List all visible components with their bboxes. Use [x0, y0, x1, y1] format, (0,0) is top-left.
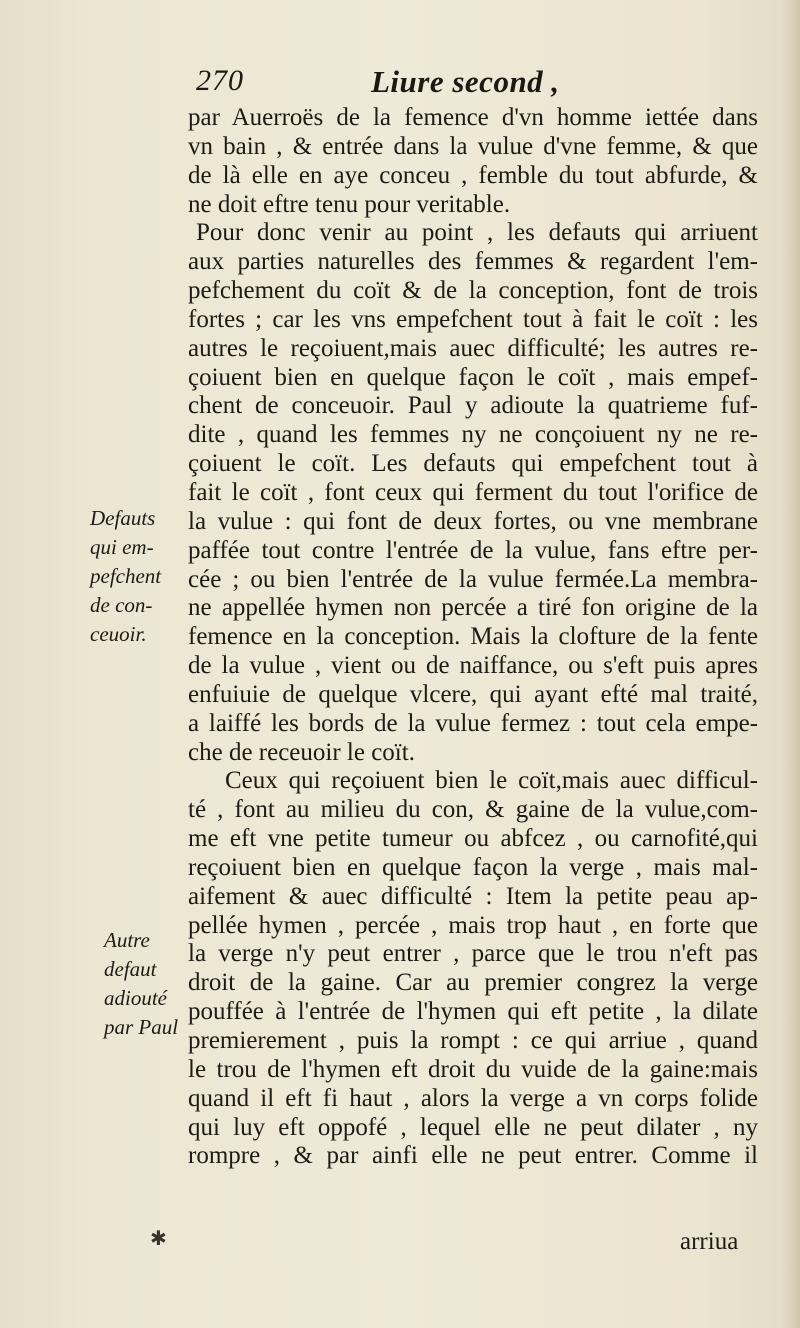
text-line: Pour donc venir au point , les defauts qui arriuent: [196, 219, 758, 247]
text-line: aifement & auec difficulté : Item la petite peau ap-: [188, 882, 758, 910]
margin-note-defauts: [90, 504, 174, 649]
text-line: pefchement du coït & de la conception, font de trois: [188, 277, 758, 305]
text-line: aux parties naturelles des femmes & regardent l'em-: [188, 248, 758, 276]
text-line: le trou de l'hymen eft droit du vuide de la gaine:mais: [188, 1055, 758, 1083]
margin-note-line: par Paul: [104, 1015, 179, 1039]
text-line: paffée tout contre l'entrée de la vulue, fans eftre per-: [188, 536, 758, 564]
text-line: té , font au milieu du con, & gaine de la vulue,com-: [188, 796, 758, 824]
text-line: la vulue : qui font de deux fortes, ou vne membrane: [188, 507, 758, 535]
text-line: dite , quand les femmes ny ne conçoiuent ny ne re-: [188, 421, 758, 449]
text-line: ne appellée hymen non percée a tiré fon origine de la: [188, 594, 758, 622]
text-line: vn bain , & entrée dans la vulue d'vne femme, & que: [188, 132, 758, 160]
text-line: me eft vne petite tumeur ou abfcez , ou carnofité,qui: [188, 825, 758, 853]
text-line: autres le reçoiuent,mais auec difficulté; les autres re-: [188, 334, 758, 362]
text-line: fait le coït , font ceux qui ferment du tout l'orifice de: [188, 478, 758, 506]
text-line: droit de la gaine. Car au premier congrez la verge: [188, 969, 758, 997]
text-line: Ceux qui reçoiuent bien le coït,mais auec difficul-: [225, 767, 758, 795]
text-line: a laiffé les bords de la vulue fermez : tout cela empe-: [188, 709, 758, 737]
text-line: çoiuent bien en quelque façon le coït , mais empef-: [188, 363, 758, 391]
text-line: la verge n'y peut entrer , parce que le trou n'eft pas: [188, 940, 758, 968]
text-line: de là elle en aye conceu , femble du tout abfurde, &: [188, 161, 758, 189]
text-line: reçoiuent bien en quelque façon la verge , mais mal-: [188, 853, 758, 881]
page-edge-shadow: [782, 0, 800, 1328]
text-line: çoiuent le coït. Les defauts qui empefchent tout à: [188, 450, 758, 478]
running-title: Liure second ,: [371, 64, 560, 99]
text-line: femence en la conception. Mais la clofture de la fente: [188, 623, 758, 651]
margin-note-line: de con-: [90, 593, 153, 617]
text-line: enfuiuie de quelque vlcere, qui ayant efté mal traité,: [188, 680, 758, 708]
margin-note-autre-defaut: [104, 926, 188, 1042]
text-line: premierement , puis la rompt : ce qui arriue , quand: [188, 1027, 758, 1054]
text-line: par Auerroës de la femence d'vn homme iettée dans: [188, 104, 758, 131]
margin-note-line: adiouté: [104, 986, 167, 1010]
margin-note-line: qui em-: [90, 535, 154, 559]
text-line: ne doit eftre tenu pour veritable.: [188, 190, 511, 218]
page-header: [196, 64, 756, 104]
margin-note-line: Autre: [104, 928, 150, 952]
text-line: chent de conceuoir. Paul y adioute la quatrieme fuf-: [188, 392, 758, 420]
text-line: quand il eft fi haut , alors la verge a vn corps folide: [188, 1084, 758, 1112]
page-number: 270: [196, 64, 244, 97]
margin-note-line: defaut: [104, 957, 157, 981]
text-line: de la vulue , vient ou de naiffance, ou s'eft puis apres: [188, 652, 758, 680]
margin-note-line: ceuoir.: [90, 622, 147, 646]
text-line: che de receuoir le coït.: [188, 738, 415, 766]
text-line: pellée hymen , percée , mais trop haut , en forte que: [188, 911, 758, 939]
text-line: rompre , & par ainfi elle ne peut entrer. Comme il: [188, 1142, 758, 1170]
text-line: fortes ; car les vns empefchent tout à fait le coït : les: [188, 305, 758, 333]
margin-note-line: pefchent: [90, 564, 162, 588]
catchword: arriua: [680, 1228, 739, 1255]
text-line: qui luy eft oppofé , lequel elle ne peut dilater , ny: [188, 1113, 758, 1141]
body-text: [176, 104, 758, 1171]
signature-mark-icon: ✱: [150, 1226, 167, 1250]
margin-note-line: Defauts: [90, 506, 156, 530]
text-line: cée ; ou bien l'entrée de la vulue fermée.La membra-: [188, 565, 758, 593]
text-line: pouffée à l'entrée de l'hymen qui eft petite , la dilate: [188, 998, 758, 1026]
